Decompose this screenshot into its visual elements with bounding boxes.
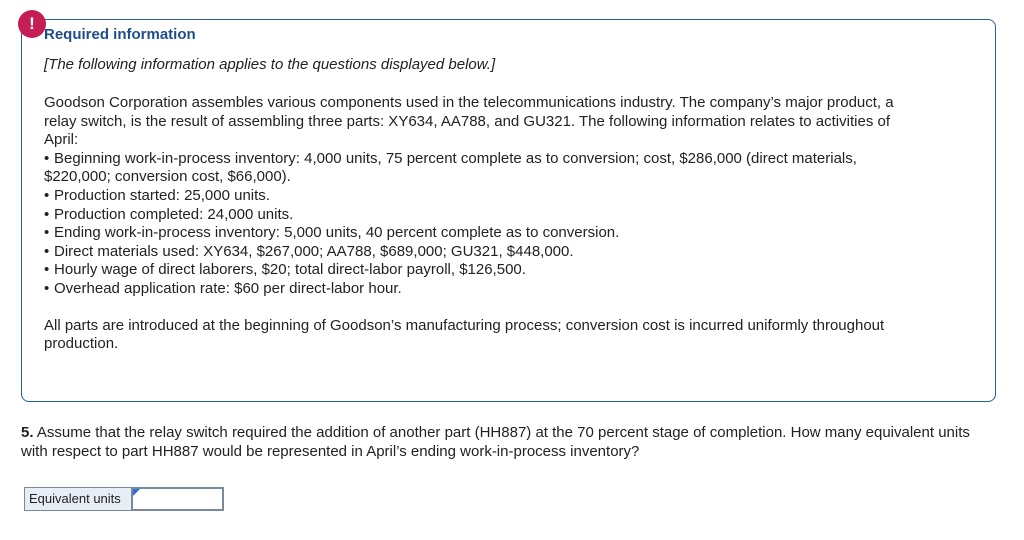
list-item: • Ending work-in-process inventory: 5,000 units, 40 percent complete as to conversion. bbox=[44, 224, 620, 242]
equivalent-units-label: Equivalent units bbox=[24, 487, 132, 511]
list-item: • Beginning work-in-process inventory: 4,000 units, 75 percent complete as to conversion; cost, $286,000 (direct materials, $220,000; conversion cost, $66,000). bbox=[44, 149, 857, 186]
intro-paragraph: Goodson Corporation assembles various components used in the telecommunications industry. The company’s major product, a relay switch, is the result of assembling three parts: XY634, AA788, and GU321. The following information relates to activities of April: bbox=[44, 94, 894, 149]
list-item: • Overhead application rate: $60 per direct-labor hour. bbox=[44, 279, 402, 297]
question-text bbox=[21, 424, 981, 461]
answer-row bbox=[24, 487, 224, 511]
list-item-text: Hourly wage of direct laborers, $20; total direct-labor payroll, $126,500. bbox=[54, 261, 526, 279]
equivalent-units-input[interactable] bbox=[133, 489, 222, 509]
alert-icon: ! bbox=[18, 10, 46, 38]
info-title: Required information bbox=[44, 26, 196, 43]
list-item-text: Production completed: 24,000 units. bbox=[54, 205, 294, 223]
question-body: Assume that the relay switch required the addition of another part (HH887) at the 70 percent stage of completion. How many equivalent units with respect to part HH887 would be represented in April’s ending work-in-process inventory? bbox=[21, 424, 970, 460]
list-item: • Direct materials used: XY634, $267,000; AA788, $689,000; GU321, $448,000. bbox=[44, 242, 574, 260]
list-item-text: Direct materials used: XY634, $267,000; AA788, $689,000; GU321, $448,000. bbox=[54, 242, 574, 260]
closing-paragraph: All parts are introduced at the beginning of Goodson’s manufacturing process; conversion cost is incurred uniformly throughout production. bbox=[44, 316, 885, 353]
answer-field-wrapper bbox=[132, 487, 224, 511]
info-body bbox=[44, 94, 924, 354]
list-item-text: Beginning work-in-process inventory: 4,000 units, 75 percent complete as to conversion; cost, $286,000 (direct materials, $220,000; conversion cost, $66,000). bbox=[44, 149, 857, 186]
question-number: 5. bbox=[21, 424, 34, 441]
list-item-text: Production started: 25,000 units. bbox=[54, 186, 270, 204]
list-item-text: Overhead application rate: $60 per direct-labor hour. bbox=[54, 279, 402, 297]
list-item: • Production completed: 24,000 units. bbox=[44, 205, 294, 223]
facts-list bbox=[44, 150, 924, 299]
list-item: • Hourly wage of direct laborers, $20; total direct-labor payroll, $126,500. bbox=[44, 261, 526, 279]
info-subtitle: [The following information applies to the questions displayed below.] bbox=[44, 56, 496, 73]
list-item-text: Ending work-in-process inventory: 5,000 units, 40 percent complete as to conversion. bbox=[54, 224, 620, 242]
list-item: • Production started: 25,000 units. bbox=[44, 186, 270, 204]
